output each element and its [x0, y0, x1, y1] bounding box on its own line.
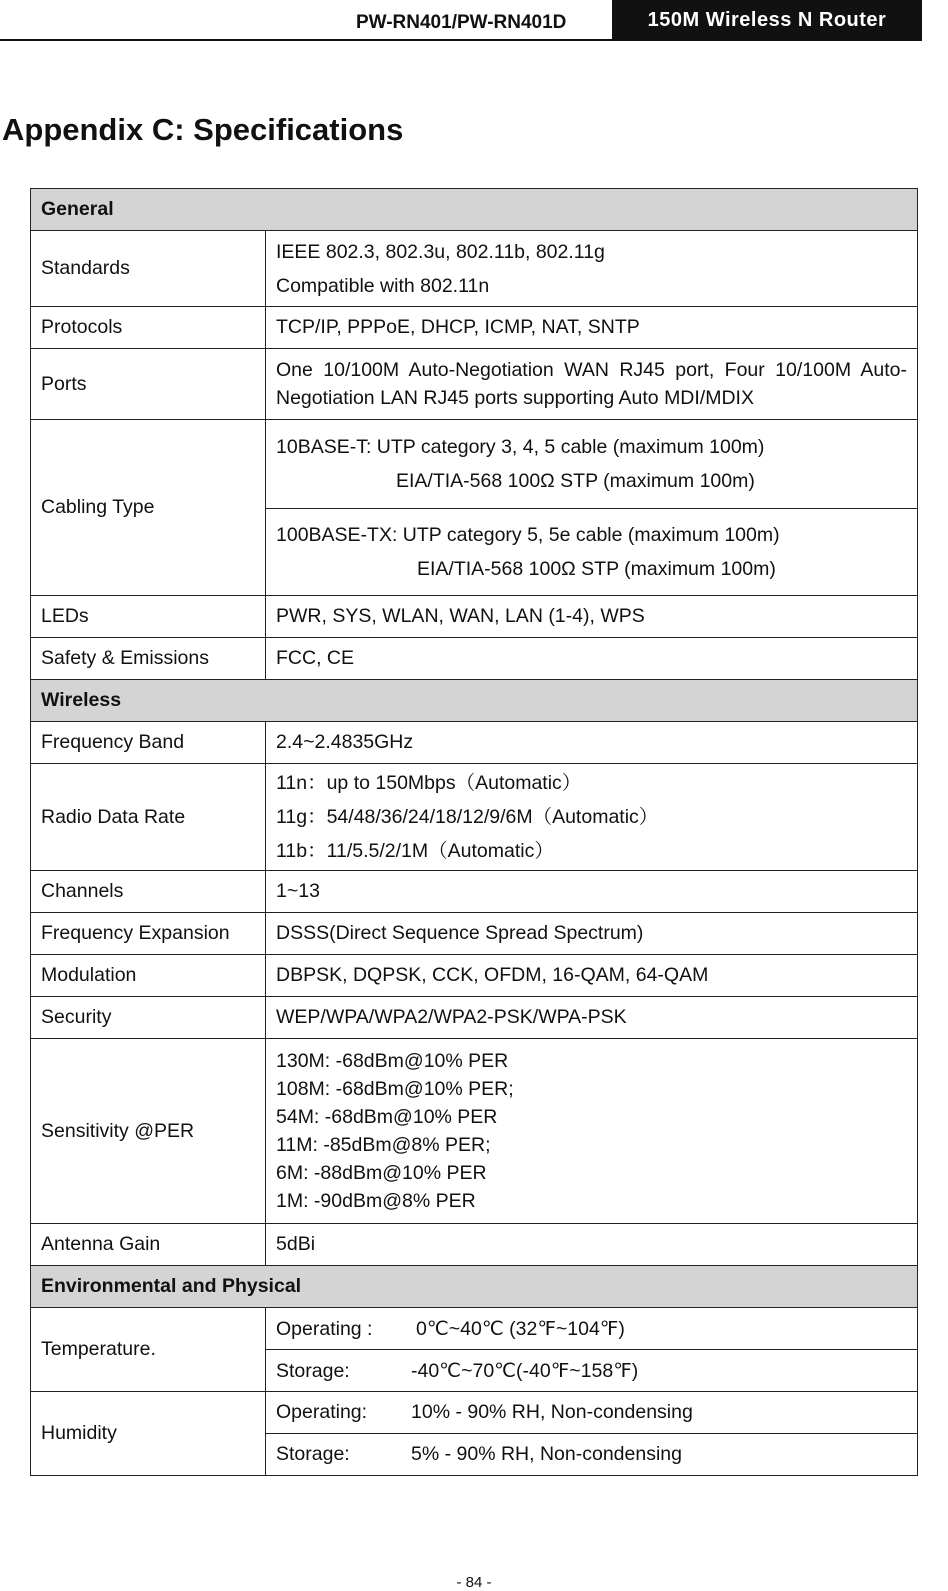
- table-row-cabling-10base-t: [31, 420, 918, 509]
- spec-label: Temperature.: [31, 1308, 266, 1392]
- spec-value: [266, 231, 918, 307]
- section-title-general: General: [31, 189, 918, 231]
- spec-label: Modulation: [31, 955, 266, 997]
- spec-value-line: 1M: -90dBm@8% PER: [276, 1190, 476, 1212]
- spec-value: [266, 1350, 918, 1392]
- spec-label: Humidity: [31, 1392, 266, 1476]
- spec-value-line: 11g：54/48/36/24/18/12/9/6M（Automatic）: [276, 806, 659, 828]
- table-row-channels: [31, 871, 918, 913]
- spec-value-line: Compatible with 802.11n: [276, 274, 490, 297]
- table-row-temperature-operating: [31, 1308, 918, 1350]
- table-row-frequency-expansion: [31, 913, 918, 955]
- spec-value: WEP/WPA/WPA2/WPA2-PSK/WPA-PSK: [266, 997, 918, 1039]
- header-product-title: 150M Wireless N Router: [612, 0, 922, 40]
- sub-value: 5% - 90% RH, Non-condensing: [411, 1443, 682, 1465]
- page-title: Appendix C: Specifications: [2, 112, 404, 147]
- spec-value: DSSS(Direct Sequence Spread Spectrum): [266, 913, 918, 955]
- table-row-sensitivity: [31, 1039, 918, 1224]
- page-number: - 84 -: [456, 1574, 492, 1591]
- table-row-frequency-band: [31, 722, 918, 764]
- table-row-ports: [31, 349, 918, 420]
- spec-value-line: 11b：11/5.5/2/1M（Automatic）: [276, 840, 554, 862]
- spec-label: Cabling Type: [31, 420, 266, 596]
- section-row-environmental: [31, 1266, 918, 1308]
- spec-label: Channels: [31, 871, 266, 913]
- sub-value: 0℃~40℃ (32℉~104℉): [416, 1317, 625, 1340]
- sub-label: Operating:: [276, 1401, 368, 1423]
- header-model: PW-RN401/PW-RN401D: [356, 12, 567, 33]
- table-row-protocols: [31, 307, 918, 349]
- spec-value-line: EIA/TIA-568 100Ω STP (maximum 100m): [396, 470, 755, 492]
- spec-value: TCP/IP, PPPoE, DHCP, ICMP, NAT, SNTP: [266, 307, 918, 349]
- spec-label: Protocols: [31, 307, 266, 349]
- spec-value-line: 108M: -68dBm@10% PER;: [276, 1078, 514, 1100]
- spec-label: Safety & Emissions: [31, 638, 266, 680]
- spec-value-line: IEEE 802.3, 802.3u, 802.11b, 802.11g: [276, 240, 605, 263]
- spec-value: FCC, CE: [266, 638, 918, 680]
- spec-label: Radio Data Rate: [31, 764, 266, 871]
- spec-value: [266, 1392, 918, 1434]
- spec-value: 5dBi: [266, 1224, 918, 1266]
- table-row-safety: [31, 638, 918, 680]
- spec-value: 1~13: [266, 871, 918, 913]
- spec-value: PWR, SYS, WLAN, WAN, LAN (1-4), WPS: [266, 596, 918, 638]
- section-row-wireless: [31, 680, 918, 722]
- spec-value-line: 11n：up to 150Mbps（Automatic）: [276, 772, 582, 794]
- header-divider: [0, 39, 922, 41]
- sub-value: -40℃~70℃(-40℉~158℉): [411, 1359, 639, 1382]
- spec-label: Antenna Gain: [31, 1224, 266, 1266]
- spec-label: Sensitivity @PER: [31, 1039, 266, 1224]
- spec-value-line: 130M: -68dBm@10% PER: [276, 1050, 509, 1072]
- table-row-modulation: [31, 955, 918, 997]
- section-title-environmental: Environmental and Physical: [31, 1266, 918, 1308]
- spec-value: DBPSK, DQPSK, CCK, OFDM, 16-QAM, 64-QAM: [266, 955, 918, 997]
- table-row-antenna-gain: [31, 1224, 918, 1266]
- spec-value: One 10/100M Auto-Negotiation WAN RJ45 port, Four 10/100M Auto-Negotiation LAN RJ45 ports supporting Auto MDI/MDIX: [266, 349, 918, 420]
- section-row-general: [31, 189, 918, 231]
- table-row-standards: [31, 231, 918, 307]
- spec-label: LEDs: [31, 596, 266, 638]
- spec-label: Security: [31, 997, 266, 1039]
- spec-value-line: 10BASE-T: UTP category 3, 4, 5 cable (maximum 100m): [276, 436, 765, 458]
- sub-label: Operating :: [276, 1317, 373, 1340]
- spec-label: Frequency Expansion: [31, 913, 266, 955]
- sub-label: Storage:: [276, 1359, 350, 1382]
- spec-label: Frequency Band: [31, 722, 266, 764]
- sub-value: 10% - 90% RH, Non-condensing: [411, 1401, 693, 1423]
- spec-value-line: 54M: -68dBm@10% PER: [276, 1106, 498, 1128]
- spec-value-line: EIA/TIA-568 100Ω STP (maximum 100m): [417, 558, 776, 580]
- spec-label: Ports: [31, 349, 266, 420]
- spec-value-line: 11M: -85dBm@8% PER;: [276, 1134, 491, 1156]
- spec-value: [266, 1308, 918, 1350]
- spec-label: Standards: [31, 231, 266, 307]
- spec-value: [266, 1434, 918, 1476]
- table-row-radio-data-rate: [31, 764, 918, 871]
- sub-label: Storage:: [276, 1443, 350, 1465]
- spec-value-line: 6M: -88dBm@10% PER: [276, 1162, 487, 1184]
- spec-value: [266, 1039, 918, 1224]
- spec-value-line: 100BASE-TX: UTP category 5, 5e cable (maximum 100m): [276, 524, 780, 546]
- spec-value: [266, 509, 918, 596]
- table-row-leds: [31, 596, 918, 638]
- spec-value: 2.4~2.4835GHz: [266, 722, 918, 764]
- section-title-wireless: Wireless: [31, 680, 918, 722]
- spec-value: [266, 764, 918, 871]
- table-row-security: [31, 997, 918, 1039]
- spec-value: [266, 420, 918, 509]
- specifications-table: [30, 188, 918, 1476]
- table-row-humidity-operating: [31, 1392, 918, 1434]
